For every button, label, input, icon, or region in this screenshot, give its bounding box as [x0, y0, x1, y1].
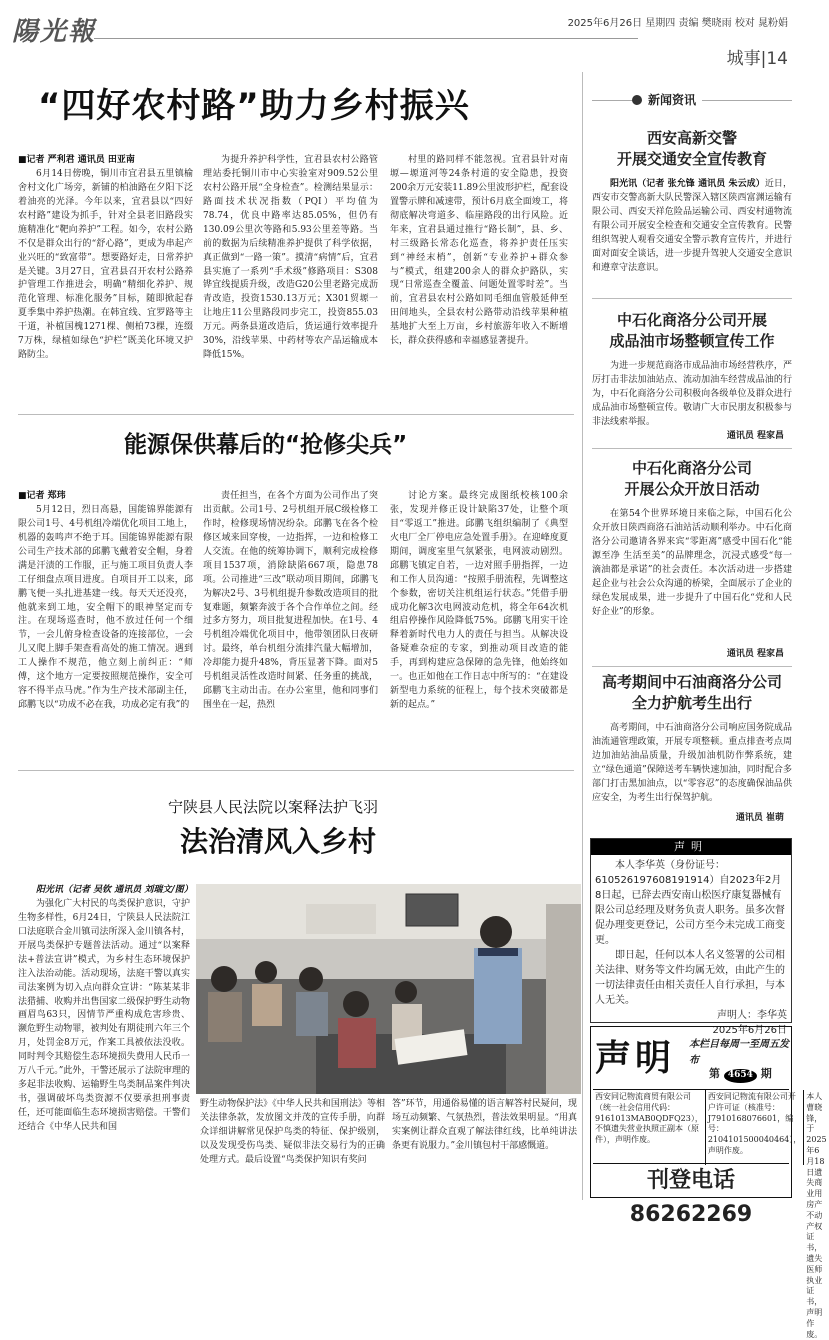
article1-text1: 6月14日傍晚，铜川市宜君县五里镇榆舍村文化广场旁，新铺的柏油路在夕阳下泛着油亮的光泽。今年以来，宜君县以“四好农村路”建设为抓手，针对全县老旧路段实施精准化“靶向养护”工程。如今，农村公路不仅是群众出行的“舒心路”，更成为串起产业兴旺的“致富带”。想要路好走，日常养护是关键。3月27日，宜君县召开农村公路养护管理工作推进会，明确“精细化养护、规范化管理、标准化服务”目标，随即掀起春夏季集中养护热潮。在韩宜线、宜罗路等主干道，补植国槐1271棵、侧柏73棵，连缀7万株，绿植如绿色“护栏”既美化环境又护路防尘。 [18, 168, 193, 361]
article1-byline: ■记者 严利君 通讯员 田亚南 [18, 155, 135, 165]
news1-text: 近日，西安市交警高新大队民警深入辖区陕西富渊运输有限公司、西安天祥危险品运输公司、西安村通物流有限公司开展安全检查和交通安全宣传教育。民警组织驾驶人观看交通安全警示教育宣传片，并进行面对面安全谈话，进一步提升驾驶人交通安全意识和遵章守法意识。 [592, 179, 792, 273]
article2-headline: 能源保供幕后的“抢修尖兵” [124, 432, 408, 458]
article1-headline: “四好农村路”助力乡村振兴 [38, 86, 470, 126]
article2-col1 [18, 490, 193, 760]
article1-text2: 为提升养护科学性，宜君县农村公路管理站委托铜川市中心实验室对909.52公里农村公路开展“全身检查”。检测结果显示：路面技术状况指数（PQI）平均值为78.74，优良中路率达85.05%，但仍有130.09公里次等路和5.93公里差等路。当前的数据为后续精准养护提供了科学依据，真正做到“一路一策”。摸清“病情”后，宜君县实施了一系列“手术级”修路项目：S308铧宜线提质升级，改造G20公里老路完成沥青改造，投资1530.13万元；X301贸塬一让地庄11公里路段同步完工，投资855.03万元。两条县道改造后，货运通行效率提升30%，沿线苹果、中药材等农产品运输成本降低15%。 [203, 155, 378, 361]
article1-col1 [18, 154, 193, 406]
section-label: 城事|14 [726, 49, 788, 69]
notice-box [590, 838, 792, 1036]
article3-headline: 法治清风入乡村 [180, 825, 377, 858]
news4-text: 高考期间，中石油商洛分公司响应国务院成品油流通管理政策，开展专项整顿。重点排查考点周边加油站油品质量，升级加油机防作弊系统，建立“绿色通道”保障送考车辆快速加油，同时配合多部门打击黑加油点，以“零容忍”的态度确保油品供应安全，为考生出行保驾护航。 [592, 723, 792, 803]
article3-text3: 答”环节，用通俗易懂的语言解答村民疑问，现场互动频繁、气氛热烈，普法效果明显。“用真实案例让群众直观了解法律红线，比单纯讲法条更有说服力。”金川镇包村干部感慨道。 [392, 1099, 577, 1151]
notice-body [591, 855, 791, 1041]
news4-credit: 通讯员 崔萌 [735, 813, 784, 823]
article2-text2: 责任担当，在各个方面为公司作出了突出贡献。公司1号、2号机组开展C级检修工作时，检修现场情况纷杂。邱鹏飞在各个检修区域来回穿梭，一边指挥，一边和检修工人交流。在他的统筹协调下，顺利完成检修项目1537项，消除缺陷667项，隐患78项。公司推进“三改”联动项目期间，邱鹏飞为解决2号、3号机组提升参数改造项目的批复难题，频繁奔波于各个合作单位之间。经过多方努力，项目批复进程加快。在1号、4号机组冷端优化项目中，他带领团队日夜研讨。最终，单台机组分流排汽量大幅增加，冷却能力提升48%，背压显著下降。面对5号机组灵活性改造时间紧、任务重的挑战，邱鹏飞主动出击。在办公室里，他和同事们围坐在一起，热烈 [203, 491, 378, 711]
article1-col2 [203, 154, 378, 406]
ad-box [590, 1026, 827, 1339]
notice-text1: 本人李华英（身份证号：610526197608191914）自2023年2月8日起，已辞去西安南山松医疗康复器械有限公司总经理及财务负责人职务。虽多次督促办理变更登记，公司方至今未完成工商变更。 [595, 860, 785, 946]
news3-text: 在第54个世界环境日来临之际，中国石化公众开放日陕西商洛石油站活动顺利举办。中石化商洛分公司邀请各界来宾“零距离”感受中国石化“能源至净 生活至美”的品牌理念，沉浸式感受“每一滴油都是承诺”的社会责任。本次活动进一步搭建起企业与社会公众沟通的桥梁，全面展示了企业的绿色发展成果，进一步提升了中国石化“党和人民好企业”的形象。 [592, 509, 792, 617]
article3-text1: 为强化广大村民的鸟类保护意识，守护生物多样性，6月24日，宁陕县人民法院江口法庭联合金川镇司法所深入金川镇各村，开展鸟类保护专题普法活动。通过“以案释法+普法宣讲”模式，为乡村生态环境保护注入法治动能。活动现场，法庭干警以真实司法案例为切入点向群众宣讲：“陈某某非法猎捕、收购并出售国家二级保护野生动物画眉鸟63只，因情节严重构成危害珍贵、濒危野生动物罪，被判处有期徒刑六年三个月，处罚金8万元，作案工具被依法没收。同时判令其赔偿生态环境损失费用人民币一万八千元。”此外，干警还展示了法院审理的多起非法收购、运输野生鸟类制品案件判决书，强调破坏鸟类资源不仅要承担刑事责任，还可能面临生态环境损害赔偿。干警们还结合《中华人民共和国 [18, 898, 190, 1132]
news2-title: 中石化商洛分公司开展 成品油市场整顿宣传工作 [609, 311, 775, 350]
article3-byline: 阳光讯（记者 吴钦 通讯员 刘瑞文/图） [36, 885, 193, 895]
article3-col2 [200, 1098, 385, 1200]
divider [592, 298, 792, 299]
divider [18, 770, 574, 771]
notice-heading: 声明 [591, 839, 791, 855]
newspaper-logo: 陽光報 [12, 17, 97, 47]
sidebar-header-label: 新闻资讯 [642, 91, 702, 110]
news3-title: 中石化商洛分公司 开展公众开放日活动 [624, 459, 760, 498]
news1-title: 西安高新交警 开展交通安全宣传教育 [616, 129, 767, 168]
news1-byline: 阳光讯（记者 张允锋 通讯员 朱云成） [610, 179, 765, 189]
article3-kicker: 宁陕县人民法院以案释法护飞羽 [168, 798, 379, 816]
news2-credit: 通讯员 程家昌 [726, 431, 784, 441]
notice-date: 2025年6月26日 [712, 1025, 787, 1036]
ad-listing: 本人曹晓锋，于2025年6月18日遗失商业用房产不动产权证书，遗失医师执业证书，声明作废。 [806, 1092, 827, 1339]
divider [18, 414, 574, 415]
masthead-rule [94, 38, 638, 39]
article3-text2: 野生动物保护法》《中华人民共和国刑法》等相关法律条款，发放图文并茂的宣传手册，向群众详细讲解常见保护鸟类的特征、保护级别，以及发现受伤鸟类、疑似非法交易行为的正确处理方式。最后设置“鸟类保护知识有奖问 [200, 1099, 385, 1165]
ad-listing: 西安同记物流商贸有限公司（统一社会信用代码：9161013MAB0QDFQ23），不慎遗失营业执照正副本（原件），声明作废。 [593, 1090, 706, 1165]
article2-text3: 讨论方案。最终完成图纸校核100余张，发现并修正设计缺陷37处，让整个项目“零返工”推进。邱鹏飞组织编制了《典型火电厂全厂停电应急处置手册》。在迎峰度夏期间，调度室里气氛紧张，电网波动剧烈。邱鹏飞镇定自若，一边对照手册指挥，一边和工作人员沟通：“按照手册流程，先调整这个参数，密切关注机组运行状态。”凭借手册成功化解3次电网波动危机，将全年64次机组启停操作风险降低75%。邱鹏飞用实干诠释着新时代电力人的责任与担当。从解决设备疑难杂症的专家，到推动项目改造的能手，再到构建应急保障的急先锋，他始终如一。也正如他在工作日志中所写的：“在建设新型电力系统的征程上，每个技术突破都是新的起点。” [390, 491, 568, 711]
news1-body [592, 178, 792, 290]
article2-col2 [203, 490, 378, 760]
ad-issue-prefix: 第 [709, 1067, 720, 1080]
notice-signer: 声明人：李华英 [717, 1010, 787, 1021]
ad-issue-number: 4654 [724, 1069, 757, 1083]
news3-credit: 通讯员 程家昌 [726, 649, 784, 659]
masthead [12, 8, 788, 69]
news2-text: 为进一步规范商洛市成品油市场经营秩序，严厉打击非法加油站点、流动加油车经营成品油的行为，中石化商洛分公司积极向各级单位及群众进行成品油市场整顿宣传。敬请广大市民朋友积极参与非法线索举报。 [592, 361, 792, 427]
sidebar-header [592, 88, 792, 112]
ad-phone: 刊登电话 86262269 [593, 1163, 789, 1197]
news4-title: 高考期间中石油商洛分公司 全力护航考生出行 [601, 673, 782, 712]
dateline: 2025年6月26日 星期四 责编 樊晓雨 校对 晁粉娟 [567, 18, 788, 29]
ad-listing: 西安同记物流有限公司开户许可证（核准号：J7910168076601，编号：2104101500040464），声明作废。 [706, 1090, 804, 1165]
notice-text2: 即日起，任何以本人名义签署的公司相关法律、财务等文件均属无效，由此产生的一切法律责任由相关责任人自行承担，与本人无关。 [595, 950, 785, 1006]
ad-subtitle: 本栏目每周一至周五发布 [689, 1039, 789, 1066]
divider [592, 666, 792, 667]
article2-byline: ■记者 郑玮 [18, 491, 66, 501]
article1-text3: 村里的路同样不能忽视。宜君县针对南塬—塬道河等24条村道的安全隐患，投资200余万元安装11.89公里波形护栏，配套设置警示牌和减速带，预计6月底全面竣工，将彻底解决弯道多、临崖路段的出行风险。近年来，宜君县通过推行“路长制”，县、乡、村三级路长常态化巡查，将养护责任压实到“神经末梢”，创新“专业养护+群众参与”模式，组建200余人的群众护路队，实现“日常巡查全覆盖、问题处置零时差”。当前，宜君县农村公路如同毛细血管般延伸至田间地头，全县农村公路带动沿线苹果种植基地扩大至上万亩，乡村旅游年收入不断增长，群众获得感和幸福感显著提升。 [390, 155, 568, 347]
bullet-icon [632, 95, 642, 105]
divider [592, 448, 792, 449]
ad-title: 声明 [595, 1038, 676, 1079]
outreach-photo-image [196, 884, 581, 1094]
article1-col3 [390, 154, 568, 406]
ad-issue-suffix: 期 [760, 1067, 772, 1080]
article2-text1: 5月12日，烈日高悬，国能锦界能源有限公司1号、4号机组冷端优化项目工地上，机器的轰鸣声不绝于耳。国能锦界能源有限公司生产技术部的邱鹏飞戴着安全帽，身着满是汗渍的工作服，正与施工项目负责人李工仔细盘点项目进度。自项目开工以来，邱鹏飞便一头扎进基建一线。每天天还没亮，他就来到工地，安全帽下的眼神坚定而专注。在现场巡查时，他不放过任何一个细节，一会儿俯身检查设备的连接部位，一会儿又爬上脚手架查看高处的施工情况。遇到工人操作不规范，他立刻上前纠正：“师傅，这个地方一定要按照规范操作，安全可容不得半点马虎。”作为生产技术部副主任，邱鹏飞以“功成不必在我，功成必定有我”的 [18, 504, 193, 711]
article2-col3 [390, 490, 568, 760]
article3-col3 [392, 1098, 577, 1200]
outreach-photo [196, 884, 581, 1094]
ad-issue [709, 1065, 772, 1083]
column-rule [582, 72, 583, 1200]
article3-col1 [18, 884, 193, 1200]
